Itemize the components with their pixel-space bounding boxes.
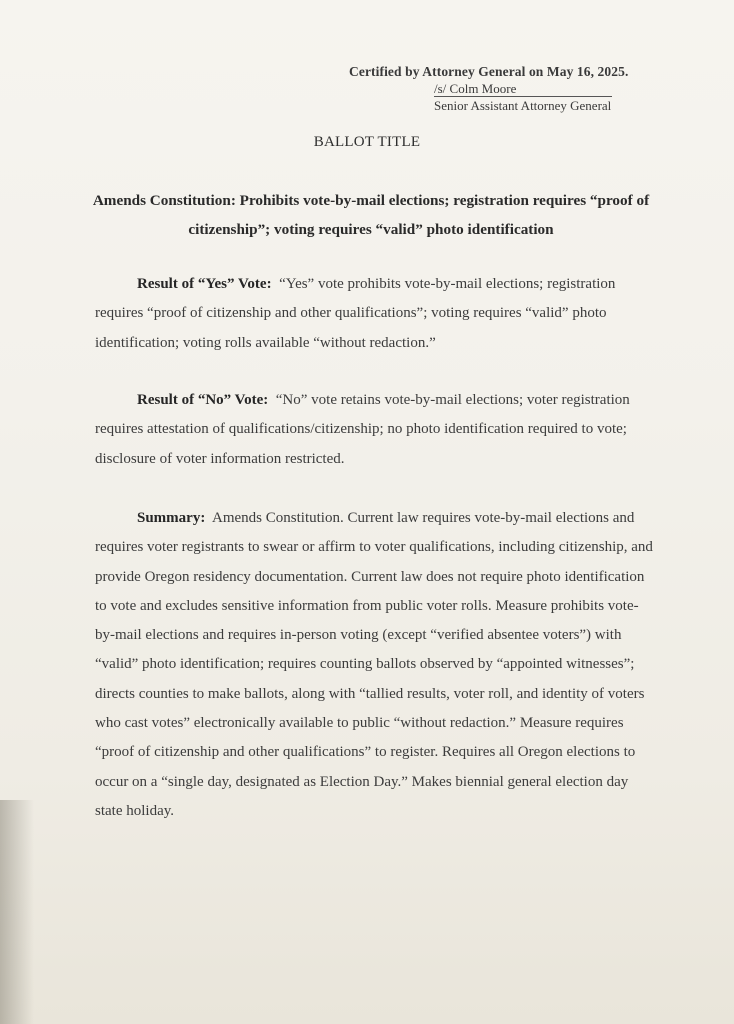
yes-vote-text: “Yes” vote prohibits vote-by-mail elections; registration requires “proof of citizenship and other qualifications”; voting requires “valid” photo identification; voting rolls available “without redaction.” [95,276,616,351]
no-vote-section [95,386,655,474]
summary-label: Summary: [137,510,206,526]
signature-line: /s/ Colm Moore [434,81,612,97]
no-vote-label: Result of “No” Vote: [137,392,269,408]
page-edge-shadow [0,800,34,1024]
no-vote-text: “No” vote retains vote-by-mail elections; voter registration requires attestation of qualifications/citizenship; no photo identification required to vote; disclosure of voter information restricted. [95,392,630,467]
summary-section [95,504,655,826]
certification-statement: Certified by Attorney General on May 16, 2025. [349,64,629,79]
summary-text: Amends Constitution. Current law requires vote-by-mail elections and requires voter registrants to swear or affirm to voter qualifications, including citizenship, and provide Oregon residency documentation. Current law does not require photo identification to vote and excludes sensitive information from public voter rolls. Measure prohibits vote-by-mail elections and requires in-person voting (except “verified absentee voters”) with “valid” photo identification; requires counting ballots observed by “appointed witnesses”; directs counties to make ballots, along with “tallied results, voter roll, and identity of voters who cast votes” electronically available to public “without redaction.” Measure requires “proof of citizenship and other qualifications” to register. Requires all Oregon elections to occur on a “single day, designated as Election Day.” Makes biennial general election day state holiday. [95,510,653,819]
ballot-headline: Amends Constitution: Prohibits vote-by-mail elections; registration requires “proof of citizenship”; voting requires “valid” photo identification [92,192,650,238]
ballot-title-heading: BALLOT TITLE [313,134,421,150]
signer-role: Senior Assistant Attorney General [434,98,612,113]
yes-vote-section [95,270,655,358]
yes-vote-label: Result of “Yes” Vote: [137,276,272,292]
certification-block [349,64,629,114]
